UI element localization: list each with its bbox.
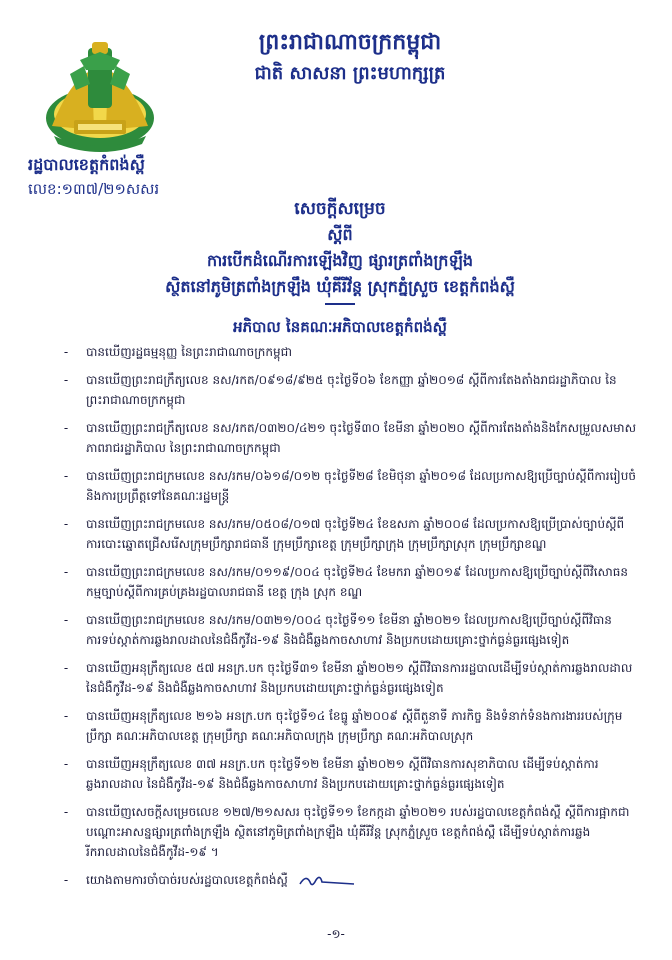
list-item-text: បានឃើញព្រះរាជក្រមលេខ នស/រកម/០១១៩/០០៤ ចុះថ្ងៃទី២៤ ខែមករា ឆ្នាំ២០១៩ ដែលប្រកាសឱ្យប្រើច្បាប់ស្តីពីវិសោធនកម្មច្បាប់ស្តីពីការគ្រប់គ្រងរដ្ឋបាលរាជធានី ខេត្ត ក្រុង ស្រុក ខណ្ឌ — [86, 565, 629, 599]
list-item-text: បានឃើញអនុក្រឹត្យលេខ ២១៦ អនក្រ.បក ចុះថ្ងៃទី១៤ ខែធ្នូ ឆ្នាំ២០០៩ ស្តីពីតួនាទី ភារកិច្ច និងទំនាក់ទំនងការងាររបស់ក្រុមប្រឹក្សា គណៈអភិបាលខេត្ត ក្រុមប្រឹក្សា គណៈអភិបាលក្រុង ក្រុមប្រឹក្សា គណៈអភិបាលស្រុក — [86, 709, 623, 743]
list-item — [58, 706, 638, 746]
list-item — [58, 370, 638, 410]
reference-number: លេខ:១៣៧/២១សសរ — [28, 180, 160, 198]
list-item-text: បានឃើញព្រះរាជក្រមលេខ នស/រកម/០៦១៨/០១២ ចុះថ្ងៃទី២៨ ខែមិថុនា ឆ្នាំ២០១៨ ដែលប្រកាសឱ្យប្រើច្បាប់ស្តីពីការរៀបចំ និងការប្រព្រឹត្តទៅនៃគណៈរដ្ឋមន្ត្រី — [86, 469, 636, 503]
list-dash: - — [63, 469, 69, 483]
list-item — [58, 802, 638, 862]
list-item — [58, 658, 638, 698]
list-dash: - — [63, 613, 69, 627]
list-item — [58, 754, 638, 794]
list-dash: - — [63, 709, 69, 723]
decision-title: សេចក្តីសម្រេច — [294, 199, 386, 219]
page-number: -១- — [327, 927, 345, 941]
decision-subject-label: ស្តីពី — [327, 225, 353, 244]
national-motto: ជាតិ សាសនា ព្រះមហាក្សត្រ — [254, 63, 446, 84]
decision-title-block — [80, 196, 600, 311]
list-item-text: យោងតាមការចាំបាច់របស់រដ្ឋបាលខេត្តកំពង់ស្ពឺ — [86, 873, 288, 887]
list-item — [58, 562, 638, 602]
royal-emblem-icon — [40, 40, 160, 152]
list-item-text: បានឃើញព្រះរាជក្រឹត្យលេខ នស/រកត/០៩១៨/៩២៥ ចុះថ្ងៃទី០៦ ខែកញ្ញា ឆ្នាំ២០១៨ ស្តីពីការតែងតាំងរាជរដ្ឋាភិបាល នៃព្រះរាជាណាចក្រកម្ពុជា — [86, 373, 617, 407]
list-item-text: បានឃើញព្រះរាជក្រមលេខ នស/រកម/០៥០៨/០១៧ ចុះថ្ងៃទី២៤ ខែឧសភា ឆ្នាំ២០០៨ ដែលប្រកាសឱ្យប្រើប្រាស់ច្បាប់ស្តីពីការបោះឆ្នោតជ្រើសរើសក្រុមប្រឹក្សារាជធានី ក្រុមប្រឹក្សាខេត្ត ក្រុមប្រឹក្សាក្រុង ក្រុមប្រឹក្សាស្រុក ក្រុមប្រឹក្សាខណ្ឌ — [86, 517, 625, 551]
list-dash: - — [63, 565, 69, 579]
list-dash: - — [63, 421, 69, 435]
list-dash: - — [63, 373, 69, 387]
list-item-text: បានឃើញសេចក្តីសម្រេចលេខ ១២៧/២១សសរ ចុះថ្ងៃទី១១ ខែកក្កដា ឆ្នាំ២០២១ របស់រដ្ឋបាលខេត្តកំពង់ស្ពឺ ស្តីពីការផ្អាកជាបណ្តោះអាសន្នផ្សារត្រពាំងក្រឡឹង ស្ថិតនៅភូមិត្រពាំងក្រឡឹង ឃុំគីរីវ័ន្ត ស្រុកភ្នំស្រួច ខេត្តកំពង់ស្ពឺ ដើម្បីទប់ស្កាត់ការឆ្លងរីករាលដាលនៃជំងឺកូវីដ-១៩ ។ — [86, 805, 630, 859]
list-item-text: បានឃើញព្រះរាជក្រឹត្យលេខ នស/រកត/០៣២០/៤២១ ចុះថ្ងៃទី៣០ ខែមីនា ឆ្នាំ២០២០ ស្តីពីការតែងតាំងនិងកែសម្រួលសមាសភាពរាជរដ្ឋាភិបាល នៃព្រះរាជាណាចក្រកម្ពុជា — [86, 421, 636, 455]
list-dash: - — [63, 757, 69, 771]
title-divider — [325, 303, 355, 305]
issuing-authority-name: រដ្ឋបាលខេត្តកំពង់ស្ពឺ — [28, 155, 145, 174]
decision-subject: ការបើកដំណើរការឡើងវិញ ផ្សារត្រពាំងក្រឡឹង — [206, 251, 474, 270]
list-dash: - — [63, 661, 69, 675]
list-item — [58, 610, 638, 650]
decision-location: ស្ថិតនៅភូមិត្រពាំងក្រឡឹង ឃុំគីរីវ័ន្ត ស្រុកភ្នំស្រួច ខេត្តកំពង់ស្ពឺ — [165, 277, 515, 296]
list-dash: - — [63, 873, 69, 887]
list-item — [58, 870, 638, 890]
list-item — [58, 514, 638, 554]
list-dash: - — [63, 805, 69, 819]
list-item — [58, 342, 638, 362]
list-item-text: បានឃើញអនុក្រឹត្យលេខ ៣៧ អនក្រ.បក ចុះថ្ងៃទី១២ ខែមីនា ឆ្នាំ២០២១ ស្តីពីវិធានការសុខាភិបាល ដើម្បីទប់ស្កាត់ការឆ្លងរាលដាល នៃជំងឺកូវីដ-១៩ និងជំងឺឆ្លងកាចសាហាវ និងប្រកបដោយគ្រោះថ្នាក់ធ្ងន់ធ្ងរផ្សេងទៀត — [86, 757, 599, 791]
list-item — [58, 466, 638, 506]
legal-basis-list — [58, 342, 638, 898]
authority-heading: អភិបាល នៃគណៈអភិបាលខេត្តកំពង់ស្ពឺ — [233, 318, 447, 336]
kingdom-heading: ព្រះរាជាណាចក្រកម្ពុជា — [258, 30, 442, 55]
list-item-text: បានឃើញរដ្ឋធម្មនុញ្ញ នៃព្រះរាជាណាចក្រកម្ពុជា — [86, 345, 293, 359]
list-dash: - — [63, 345, 69, 359]
list-item-text: បានឃើញអនុក្រឹត្យលេខ ៥៧ អនក្រ.បក ចុះថ្ងៃទី៣១ ខែមីនា ឆ្នាំ២០២១ ស្តីពីវិធានការរដ្ឋបាលដើម្បីទប់ស្កាត់ការឆ្លងរាលដាលនៃជំងឺកូវីដ-១៩ និងជំងឺឆ្លងកាចសាហាវ និងប្រកបដោយគ្រោះថ្នាក់ធ្ងន់ធ្ងរផ្សេងទៀត — [86, 661, 633, 695]
list-dash: - — [63, 517, 69, 531]
list-item-text: បានឃើញព្រះរាជក្រមលេខ នស/រកម/០៣២១/០០៤ ចុះថ្ងៃទី១១ ខែមីនា ឆ្នាំ២០២១ ដែលប្រកាសឱ្យប្រើច្បាប់ស្តីពីវិធានការទប់ស្កាត់ការឆ្លងរាលដាលនៃជំងឺកូវីដ-១៩ និងជំងឺឆ្លងកាចសាហាវ និងប្រកបដោយគ្រោះថ្នាក់ធ្ងន់ធ្ងរផ្សេងទៀត — [86, 613, 612, 647]
list-item — [58, 418, 638, 458]
signature-mark-icon — [298, 872, 358, 890]
